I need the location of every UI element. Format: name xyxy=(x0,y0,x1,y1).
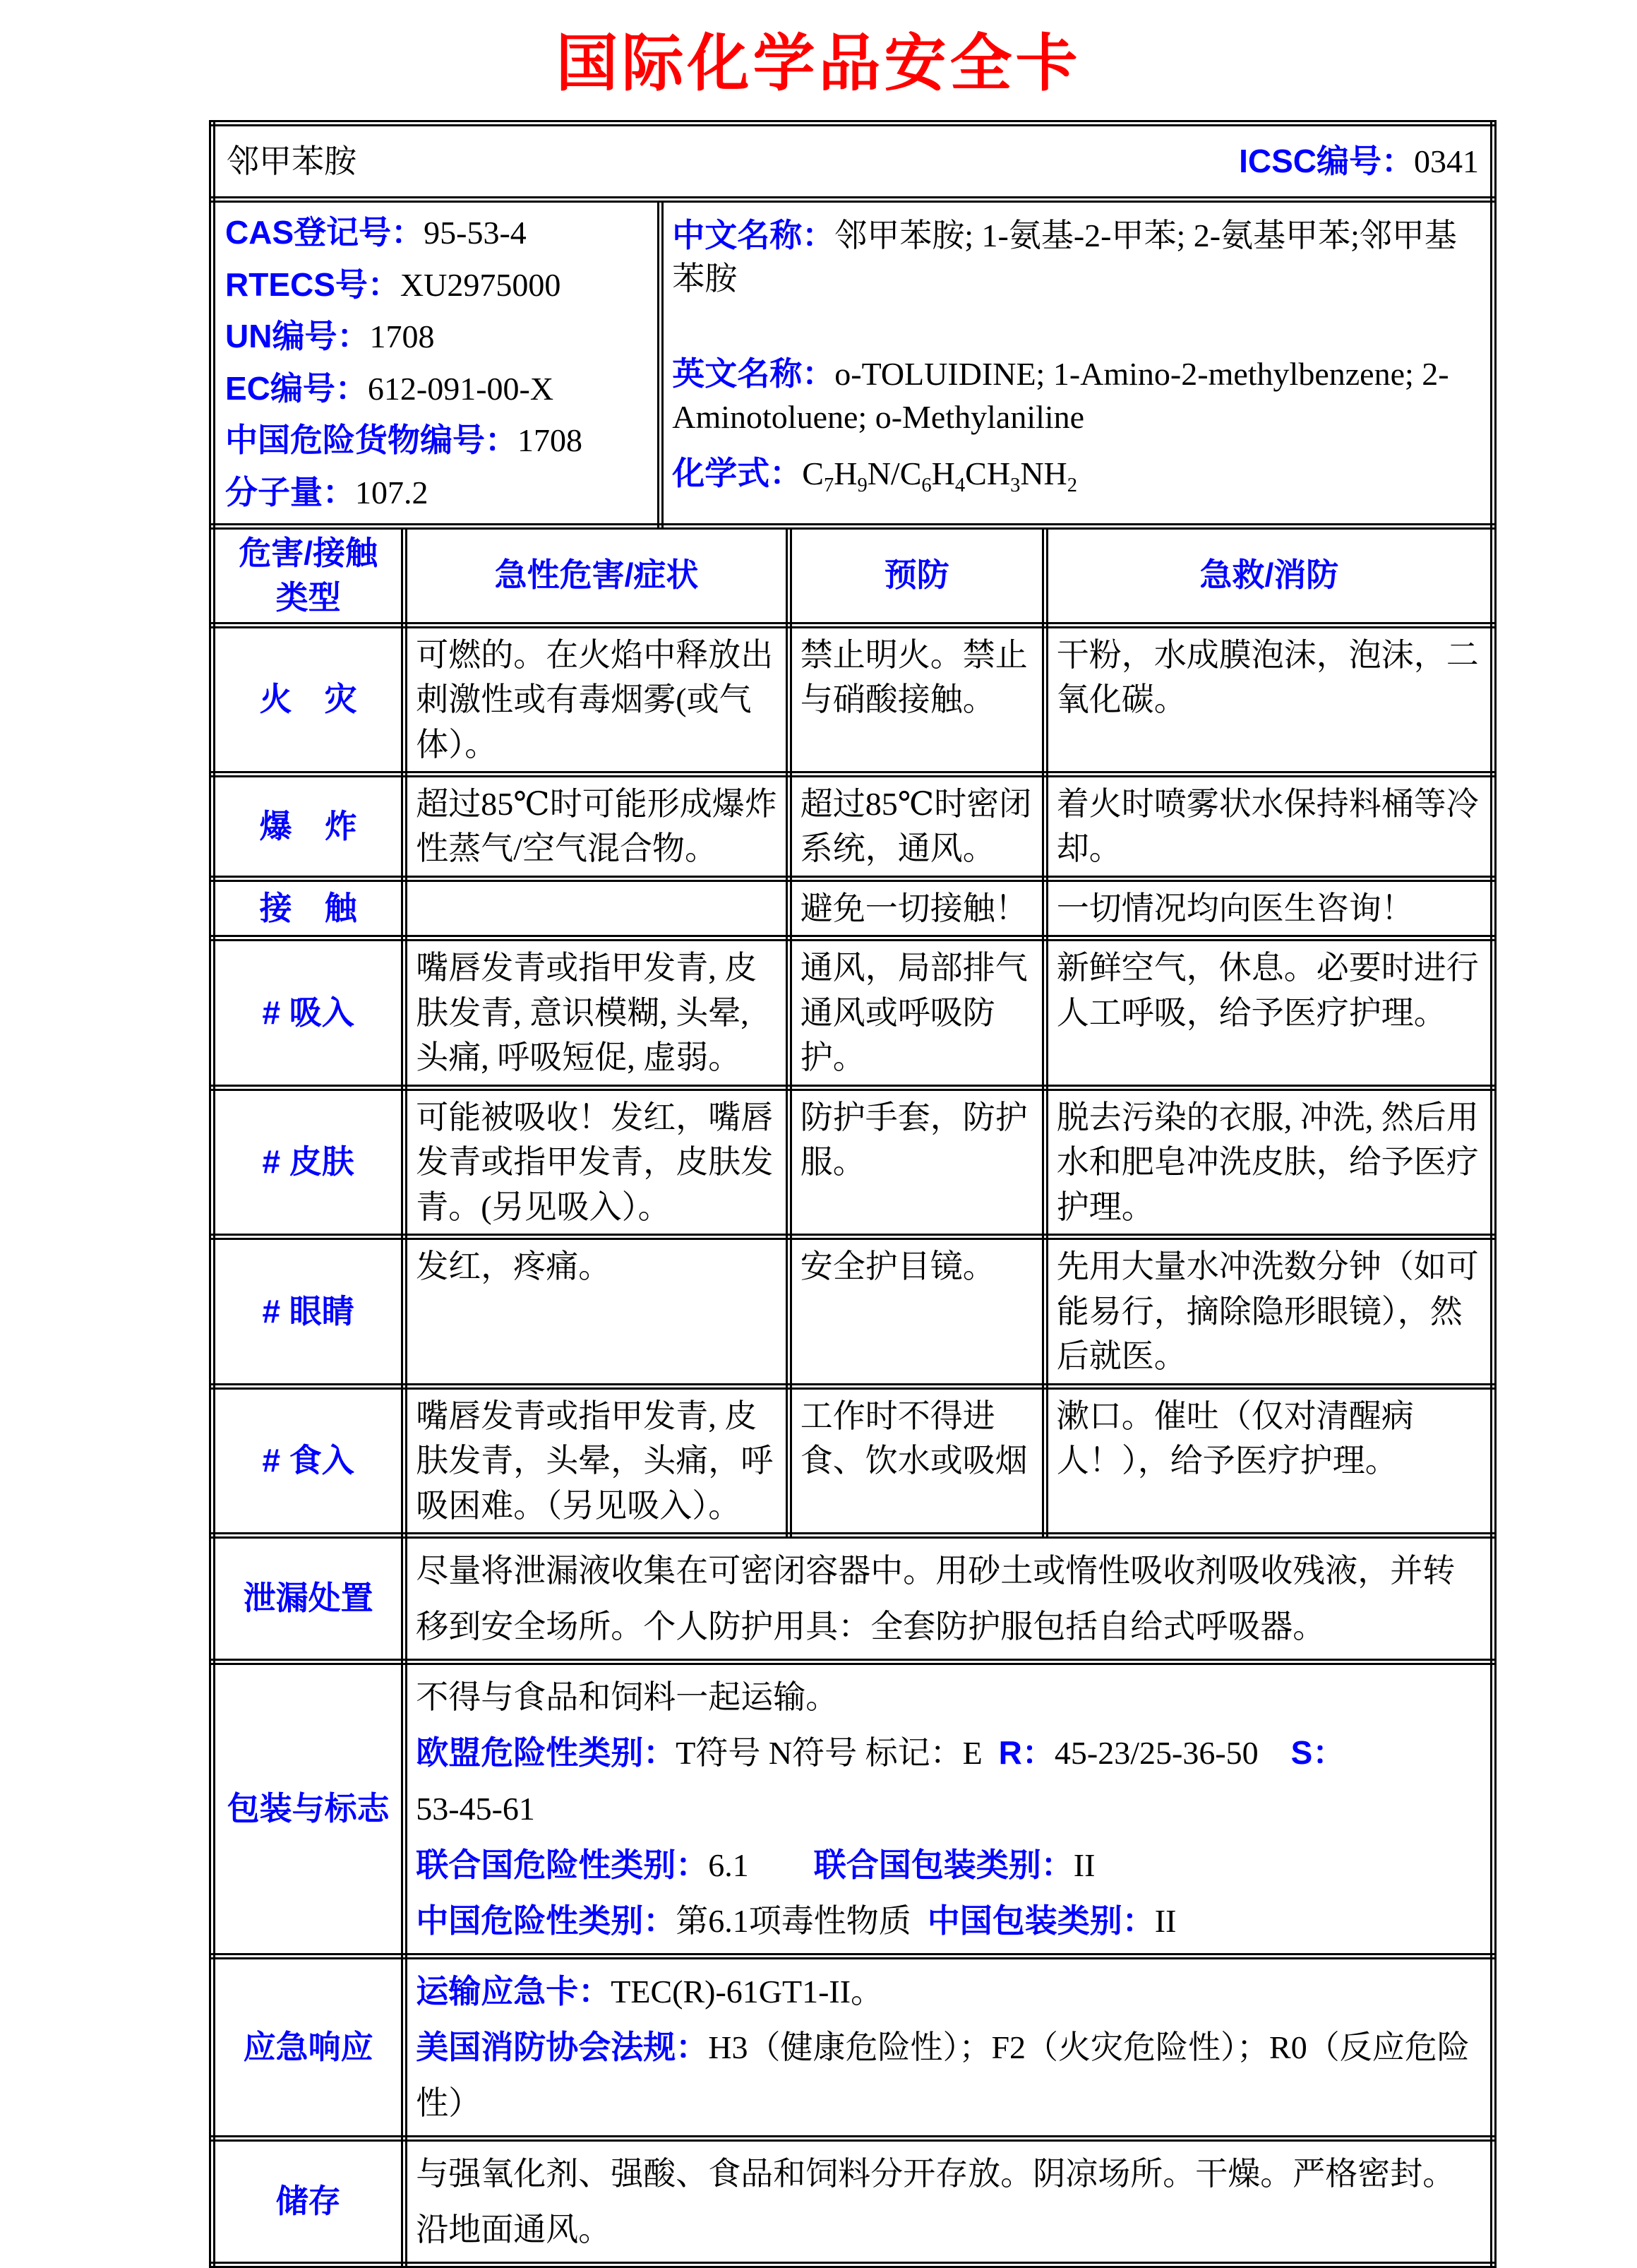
explosion-prevention: 超过85℃时密闭系统，通风。 xyxy=(788,774,1045,878)
identifier-value: 95-53-4 xyxy=(424,215,527,251)
english-name xyxy=(672,352,1482,438)
identifier-label: UN编号： xyxy=(225,318,370,355)
inhalation-label: # 吸入 xyxy=(212,938,404,1087)
packaging-line-eu-class: 欧盟危险性类别：T符号 N符号 标记：E R：45-23/25-36-50 S： xyxy=(416,1734,1345,1772)
spill-text: 尽量将泄漏液收集在可密闭容器中。用砂土或惰性吸收剂吸收残液，并转移到安全场所。个人防护用具：全套防护服包括自给式呼吸器。 xyxy=(404,1536,1494,1662)
packaging-line-china-class: 中国危险性类别：第6.1项毒性物质 中国包装类别：II xyxy=(416,1902,1177,1939)
section-row-storage xyxy=(212,2139,1494,2265)
identifier-molweight xyxy=(225,467,649,519)
fire-prevention: 禁止明火。禁止与硝酸接触。 xyxy=(788,625,1045,774)
storage-label: 储存 xyxy=(212,2139,404,2265)
section-row-spill xyxy=(212,1536,1494,1662)
fire-label: 火 灾 xyxy=(212,625,404,774)
section-row-emergency xyxy=(212,1956,1494,2138)
hazard-header-response: 急救/消防 xyxy=(1045,526,1493,625)
substance-header-row xyxy=(212,124,1494,200)
inhalation-response: 新鲜空气，休息。必要时进行人工呼吸，给予医疗护理。 xyxy=(1045,938,1493,1087)
icsc-number-value: 0341 xyxy=(1414,143,1479,179)
icsc-card-table xyxy=(209,120,1497,2268)
skin-symptoms: 可能被吸收！发红，嘴唇发青或指甲发青，皮肤发青。(另见吸入）。 xyxy=(404,1087,789,1236)
emergency-text xyxy=(404,1956,1494,2138)
section-row-packaging xyxy=(212,1662,1494,1957)
identifier-ec xyxy=(225,363,649,415)
identifier-un xyxy=(225,311,649,363)
inhalation-symptoms: 嘴唇发青或指甲发青, 皮肤发青, 意识模糊, 头晕, 头痛, 呼吸短促, 虚弱。 xyxy=(404,938,789,1087)
spill-label: 泄漏处置 xyxy=(212,1536,404,1662)
skin-label: # 皮肤 xyxy=(212,1087,404,1236)
inhalation-prevention: 通风，局部排气通风或呼吸防护。 xyxy=(788,938,1045,1087)
explosion-symptoms: 超过85℃时可能形成爆炸性蒸气/空气混合物。 xyxy=(404,774,789,878)
packaging-line-transport: 不得与食品和饲料一起运输。 xyxy=(416,1679,839,1716)
ingestion-symptoms: 嘴唇发青或指甲发青, 皮肤发青，头晕，头痛，呼吸困难。（另见吸入）。 xyxy=(404,1386,789,1535)
chemical-formula-label: 化学式： xyxy=(672,454,803,491)
eyes-symptoms: 发红，疼痛。 xyxy=(404,1237,789,1386)
emergency-line-nfpa: 美国消防协会法规：H3（健康危险性）；F2（火灾危险性）；R0（反应危险性） xyxy=(416,2028,1470,2121)
eyes-prevention: 安全护目镜。 xyxy=(788,1237,1045,1386)
hazard-row-eyes xyxy=(212,1237,1494,1386)
chemical-formula xyxy=(672,452,1482,499)
contact-prevention: 避免一切接触！ xyxy=(788,878,1045,938)
identifier-value: 107.2 xyxy=(355,474,428,511)
identifier-label: CAS登记号： xyxy=(225,214,424,251)
contact-response: 一切情况均向医生咨询！ xyxy=(1045,878,1493,938)
icsc-number-label: ICSC编号： xyxy=(1239,142,1414,179)
substance-header-cell xyxy=(212,124,1494,200)
contact-label: 接 触 xyxy=(212,878,404,938)
packaging-label: 包装与标志 xyxy=(212,1662,404,1957)
identifiers-cell xyxy=(212,200,661,527)
contact-symptoms xyxy=(404,878,789,938)
names-cell xyxy=(661,200,1494,527)
explosion-label: 爆 炸 xyxy=(212,774,404,878)
identifier-rtecs xyxy=(225,259,649,311)
skin-prevention: 防护手套，防护服。 xyxy=(788,1087,1045,1236)
hazard-header-type: 危害/接触类型 xyxy=(212,526,404,625)
identifier-label: 中国危险货物编号： xyxy=(225,422,517,459)
chinese-name xyxy=(672,214,1482,300)
identifier-label: 分子量： xyxy=(225,473,355,511)
ingestion-prevention: 工作时不得进食、饮水或吸烟 xyxy=(788,1386,1045,1535)
identifier-value: 1708 xyxy=(369,318,435,355)
storage-text: 与强氧化剂、强酸、食品和饲料分开存放。阴凉场所。干燥。严格密封。沿地面通风。 xyxy=(404,2139,1494,2265)
identifier-value: XU2975000 xyxy=(400,266,561,303)
hazard-row-skin xyxy=(212,1087,1494,1236)
substance-name: 邻甲苯胺 xyxy=(227,143,356,179)
identifiers-row xyxy=(212,200,1494,527)
hazard-row-inhalation xyxy=(212,938,1494,1087)
emergency-label: 应急响应 xyxy=(212,1956,404,2138)
identifier-china-dg xyxy=(225,414,649,467)
ingestion-label: # 食入 xyxy=(212,1386,404,1535)
hazard-header-row xyxy=(212,526,1494,625)
fire-response: 干粉，水成膜泡沫，泡沫，二氧化碳。 xyxy=(1045,625,1493,774)
packaging-line-s-phrases: 53-45-61 xyxy=(416,1791,535,1827)
explosion-response: 着火时喷雾状水保持料桶等冷却。 xyxy=(1045,774,1493,878)
emergency-line-tec: 运输应急卡：TEC(R)-61GT1-II。 xyxy=(416,1972,884,2010)
icsc-number xyxy=(1239,139,1479,184)
hazard-header-symptoms: 急性危害/症状 xyxy=(404,526,789,625)
chemical-formula-value: $C_7H_9N/C_6H_4CH_3NH_2$ xyxy=(802,455,1078,497)
page-title: 国际化学品安全卡 xyxy=(556,28,1081,98)
ingestion-response: 漱口。催吐（仅对清醒病人！），给予医疗护理。 xyxy=(1045,1386,1493,1535)
chinese-name-value: 邻甲苯胺; 1-氨基-2-甲苯; 2-氨基甲苯;邻甲基苯胺 xyxy=(672,217,1457,297)
english-name-value: o-TOLUIDINE; 1-Amino-2-methylbenzene; 2-Aminotoluene; o-Methylaniline xyxy=(672,356,1449,436)
identifier-label: RTECS号： xyxy=(225,265,400,303)
hazard-row-fire xyxy=(212,625,1494,774)
identifier-value: 612-091-00-X xyxy=(367,370,554,407)
eyes-response: 先用大量水冲洗数分钟（如可能易行，摘除隐形眼镜），然后就医。 xyxy=(1045,1237,1493,1386)
hazard-row-ingestion xyxy=(212,1386,1494,1535)
packaging-line-un-class: 联合国危险性类别：6.1 联合国包装类别：II xyxy=(416,1846,1096,1883)
identifier-value: 1708 xyxy=(517,422,582,459)
skin-response: 脱去污染的衣服, 冲洗, 然后用水和肥皂冲洗皮肤，给予医疗护理。 xyxy=(1045,1087,1493,1236)
identifier-label: EC编号： xyxy=(225,369,368,407)
packaging-text xyxy=(404,1662,1494,1957)
chinese-name-label: 中文名称： xyxy=(672,217,835,253)
fire-symptoms: 可燃的。在火焰中释放出刺激性或有毒烟雾(或气体）。 xyxy=(404,625,789,774)
identifier-cas xyxy=(225,207,649,259)
english-name-label: 英文名称： xyxy=(672,355,835,393)
hazard-row-contact xyxy=(212,878,1494,938)
hazard-header-prevention: 预防 xyxy=(788,526,1045,625)
eyes-label: # 眼睛 xyxy=(212,1237,404,1386)
hazard-row-explosion xyxy=(212,774,1494,878)
